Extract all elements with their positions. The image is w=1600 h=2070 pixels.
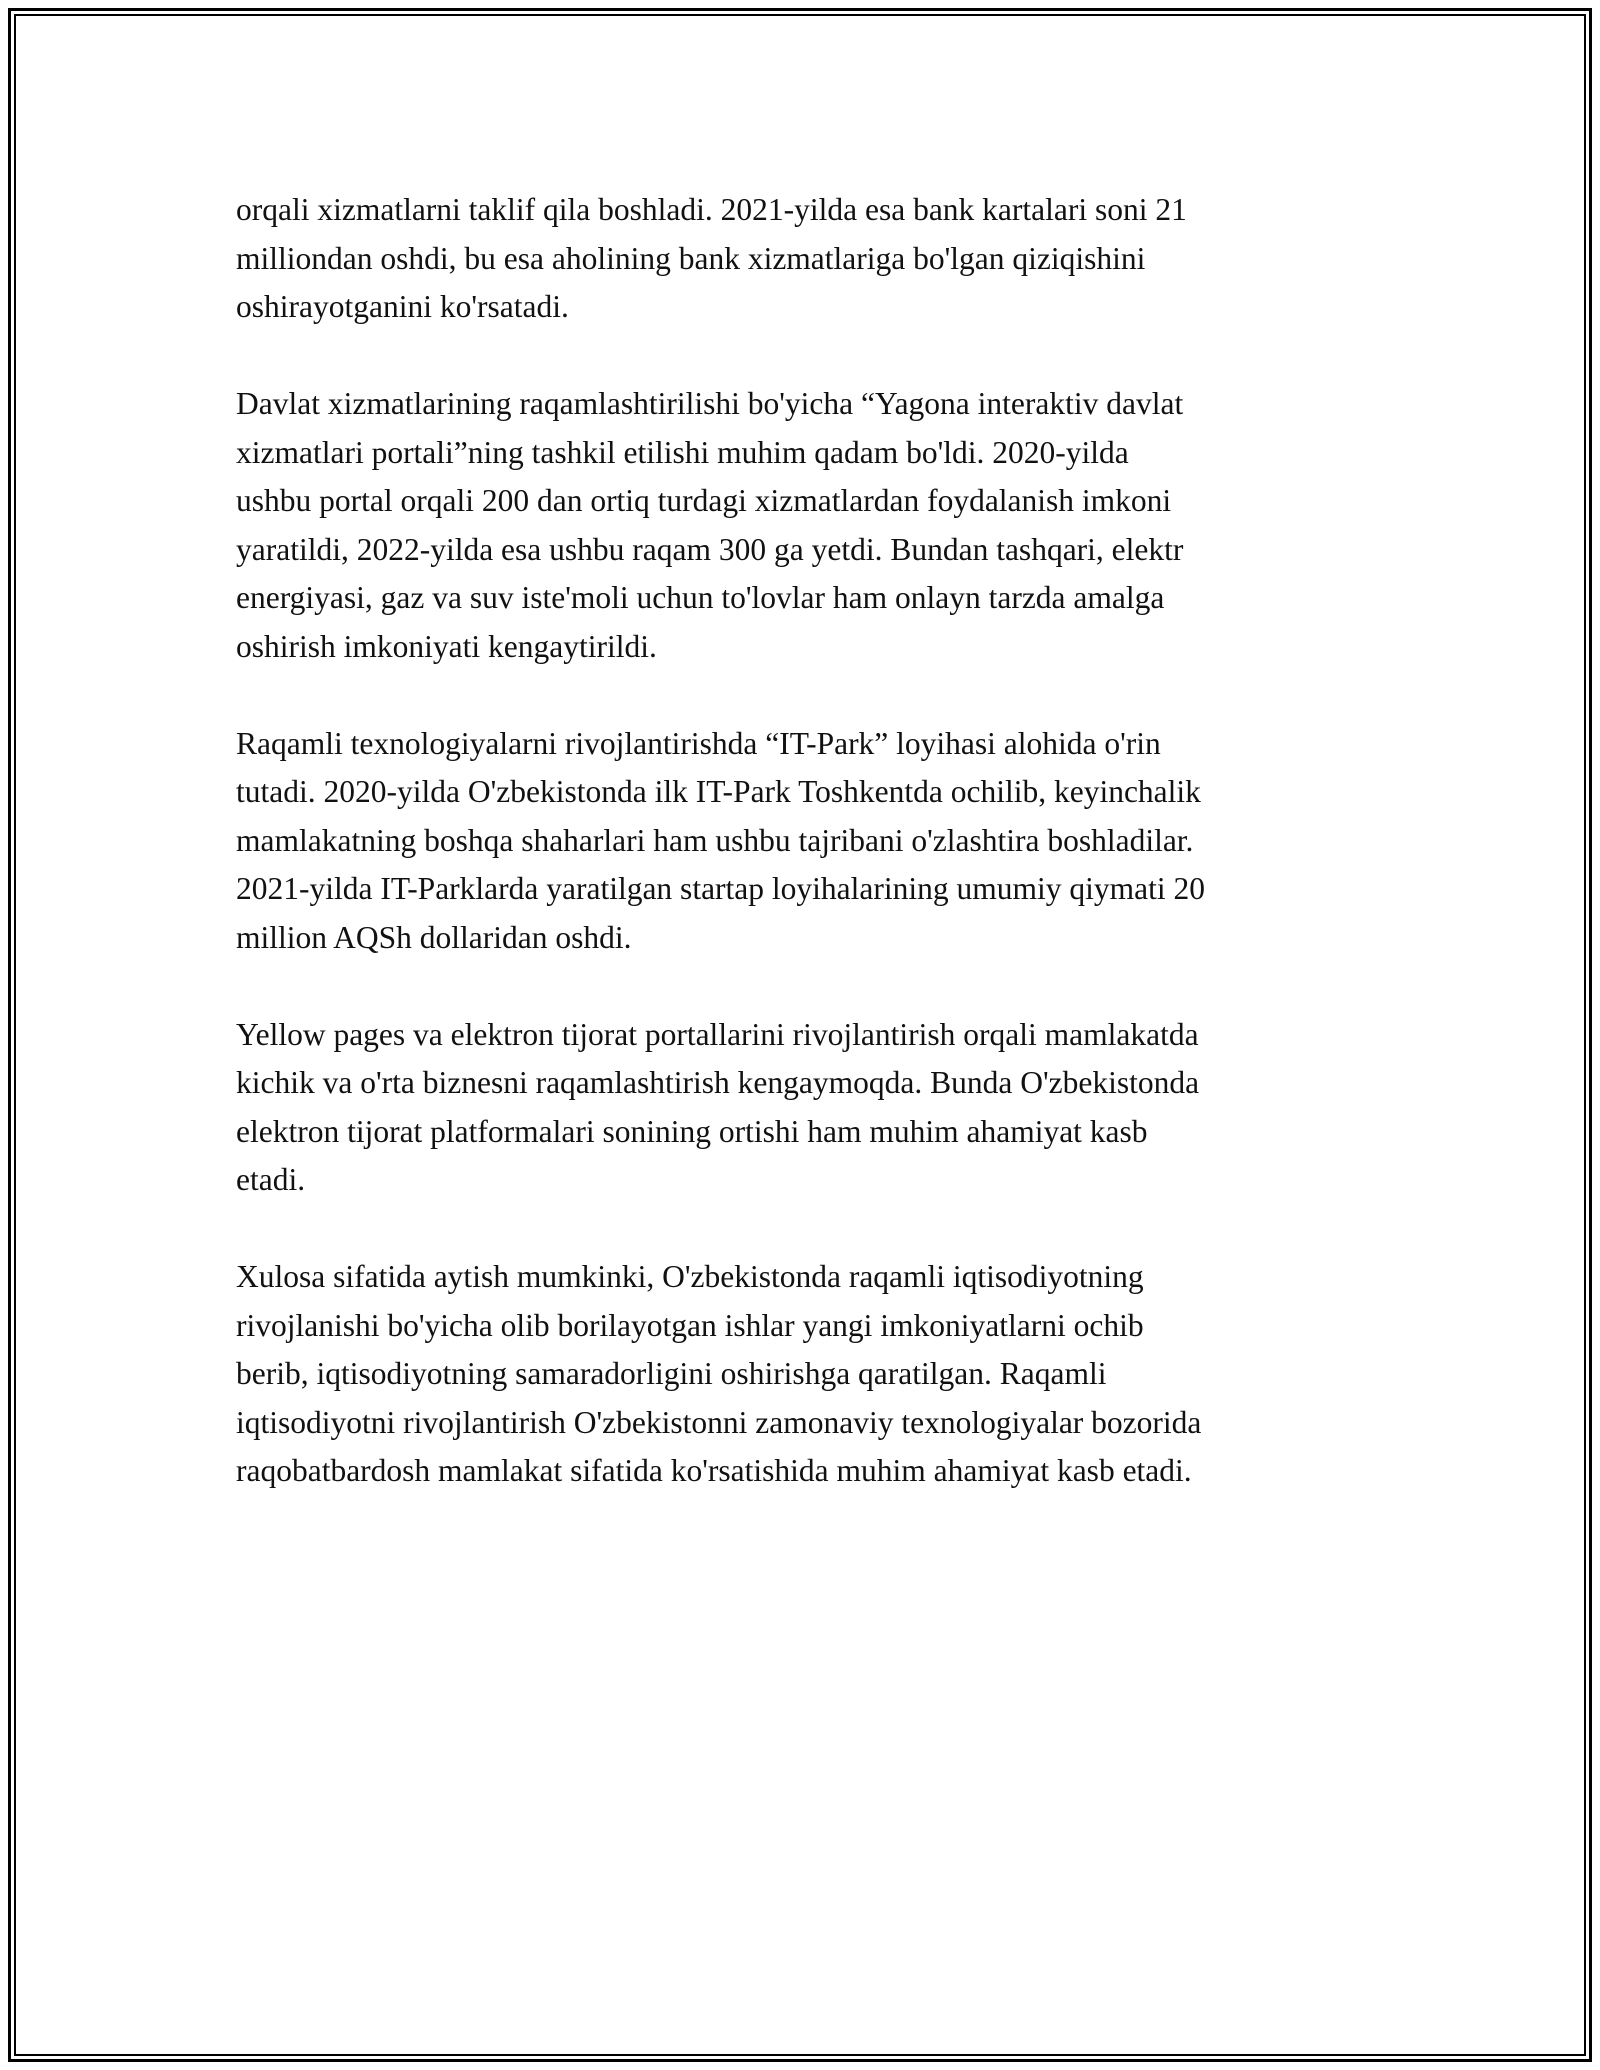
text-line: orqali xizmatlarni taklif qila boshladi. 2021-yilda esa bank kartalari soni 21 — [236, 192, 1187, 227]
text-line: berib, iqtisodiyotning samaradorligini oshirishga qaratilgan. Raqamli — [236, 1356, 1107, 1391]
text-line: million AQSh dollaridan oshdi. — [236, 919, 632, 955]
text-line: mamlakatning boshqa shaharlari ham ushbu tajribani o'zlashtira boshladilar. — [236, 822, 1194, 858]
text-line: energiyasi, gaz va suv iste'moli uchun to'lovlar ham onlayn tarzda amalga — [236, 580, 1165, 615]
text-line: etadi. — [236, 1162, 306, 1197]
paragraph-5 — [236, 1253, 1376, 1496]
paragraph-3 — [236, 720, 1376, 963]
text-line: Xulosa sifatida aytish mumkinki, O'zbekistonda raqamli iqtisodiyotning — [236, 1259, 1144, 1294]
document-body — [236, 186, 1376, 1544]
text-line: milliondan oshdi, bu esa aholining bank xizmatlariga bo'lgan qiziqishini — [236, 240, 1146, 276]
text-line: oshirayotganini ko'rsatadi. — [236, 289, 569, 324]
text-line: Raqamli texnologiyalarni rivojlantirishda “IT-Park” loyihasi alohida o'rin — [236, 725, 1161, 761]
text-line: oshirish imkoniyati kengaytirildi. — [236, 628, 657, 664]
paragraph-4 — [236, 1011, 1376, 1205]
text-line: raqobatbardosh mamlakat sifatida ko'rsatishida muhim ahamiyat kasb etadi. — [236, 1453, 1192, 1488]
text-line: Yellow pages va elektron tijorat portallarini rivojlantirish orqali mamlakatda — [236, 1016, 1199, 1052]
text-line: rivojlanishi bo'yicha olib borilayotgan ishlar yangi imkoniyatlarni ochib — [236, 1307, 1144, 1343]
text-line: yaratildi, 2022-yilda esa ushbu raqam 300 ga yetdi. Bundan tashqari, elektr — [236, 531, 1184, 567]
text-line: ushbu portal orqali 200 dan ortiq turdagi xizmatlardan foydalanish imkoni — [236, 483, 1172, 518]
text-line: xizmatlari portali”ning tashkil etilishi muhim qadam bo'ldi. 2020-yilda — [236, 434, 1129, 470]
text-line: 2021-yilda IT-Parklarda yaratilgan startap loyihalarining umumiy qiymati 20 — [236, 871, 1205, 906]
paragraph-1 — [236, 186, 1376, 332]
text-line: Davlat xizmatlarining raqamlashtirilishi bo'yicha “Yagona interaktiv davlat — [236, 386, 1184, 421]
text-line: iqtisodiyotni rivojlantirish O'zbekistonni zamonaviy texnologiyalar bozorida — [236, 1404, 1202, 1440]
text-line: elektron tijorat platformalari sonining ortishi ham muhim ahamiyat kasb — [236, 1113, 1148, 1149]
paragraph-2 — [236, 380, 1376, 671]
text-line: tutadi. 2020-yilda O'zbekistonda ilk IT-Park Toshkentda ochilib, keyinchalik — [236, 774, 1201, 809]
text-line: kichik va o'rta biznesni raqamlashtirish kengaymoqda. Bunda O'zbekistonda — [236, 1065, 1200, 1100]
